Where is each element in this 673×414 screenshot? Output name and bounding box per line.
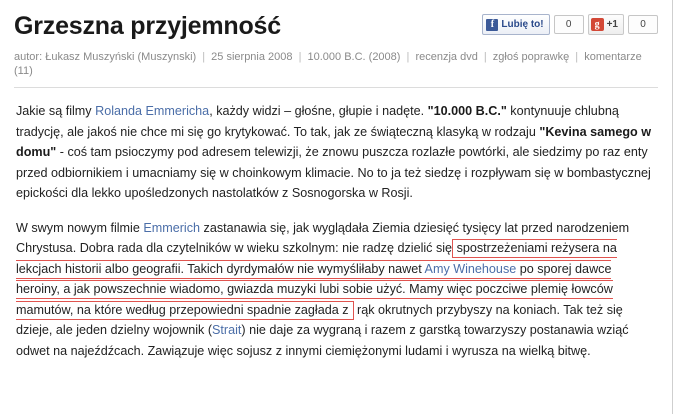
facebook-icon: f [486,19,498,31]
author-link[interactable]: Łukasz Muszyński (Muszynski) [45,51,197,63]
p1-text-4: - coś tam psioczymy pod adresem telewizji, że znowu puszcza rozlazłe powtórki, ale siedzimy po raz enty przed odbiornikiem i umacniamy się w choinkowym klimacie. No to ja też siedzę i rozpływam się w bombastycznej epickości dla lekko upośledzonych nastolatków z Sosnogorska w Rosji. [16,145,651,200]
p2-text-2: zastanawia się, jak wyglądała Ziemia dziesięć tysięcy lat przed narodzeniem Chrystusa. Dobra rada dla czytelników w wieku szkolnym: nie radzę dzielić się [16,220,630,255]
facebook-like-label: Lubię to! [501,19,544,30]
google-plus-icon: g [591,18,604,31]
movie-link[interactable]: 10.000 B.C. (2008) [307,51,401,63]
meta-separator-3: | [406,51,410,63]
meta-separator-4: | [483,51,487,63]
author-prefix: autor: [14,51,43,63]
p2-boxed-text-1: spostrzeżeniami reżysera na lekcjach historii albo geografii. Takich dyrdymałów nie wymyśliłaby nawet [16,241,617,276]
review-type-link[interactable]: recenzja dvd [415,51,478,63]
meta-separator-2: | [298,51,302,63]
article-body [0,88,672,361]
report-correction-link[interactable]: zgłoś poprawkę [492,51,570,63]
facebook-like-count: 0 [554,15,584,34]
article-header [0,0,672,40]
p1-text-3: kontynuuje chlubną tradycję, ale jakoś nie chce mi się go krytykować. To tak, jak ze świąteczną klasyką w rodzaju [16,104,619,139]
google-plus-count: 0 [628,15,658,34]
p2-text-1: W swym nowym filmie [16,220,144,235]
p2-text-3: rąk okrutnych przybyszy na koniach. Tak też się dzieje, ale jeden dzielny wojownik ( [16,302,623,337]
article-meta [0,50,672,78]
movie-title-bold: "10.000 B.C." [427,104,507,118]
meta-separator-5: | [575,51,579,63]
comments-link[interactable]: komentarze (11) [14,51,642,77]
facebook-like-button[interactable] [482,14,549,35]
director-link[interactable]: Rolanda Emmericha [95,104,210,118]
google-plus-button[interactable] [588,14,624,35]
page-title: Grzeszna przyjemność [14,12,281,40]
social-share-bar [482,14,658,35]
amy-winehouse-link[interactable]: Amy Winehouse [424,261,517,276]
strait-link[interactable]: Strait [212,323,242,337]
p1-text-2: , każdy widzi – głośne, głupie i nadęte. [209,104,428,118]
paragraph-2 [16,218,656,362]
p2-boxed-text-2: po sporej dawce heroiny, a jak powszechnie wiadomo, gwiazda muzyki lubi sobie użyć. Mamy więc poczciwe plemię łowców mamutów, na które według przepowiedni spadnie zagłada z [16,261,613,317]
publish-date: 25 sierpnia 2008 [211,51,293,63]
movie-title-bold-2: "Kevina samego w domu" [16,124,652,159]
p2-text-4: ) nie daje za wygraną i razem z garstką towarzyszy postanawia wziąć odwet na najeźdźcach. Zawiązuje więc sojusz z innymi ciemiężonymi ludami i wyrusza na wielką bitwę. [16,323,629,358]
paragraph-1 [16,101,656,204]
p1-text-1: Jakie są filmy [16,104,96,118]
meta-separator-1: | [202,51,206,63]
emmerich-link[interactable]: Emmerich [143,220,201,235]
google-plus-label: +1 [606,19,618,30]
